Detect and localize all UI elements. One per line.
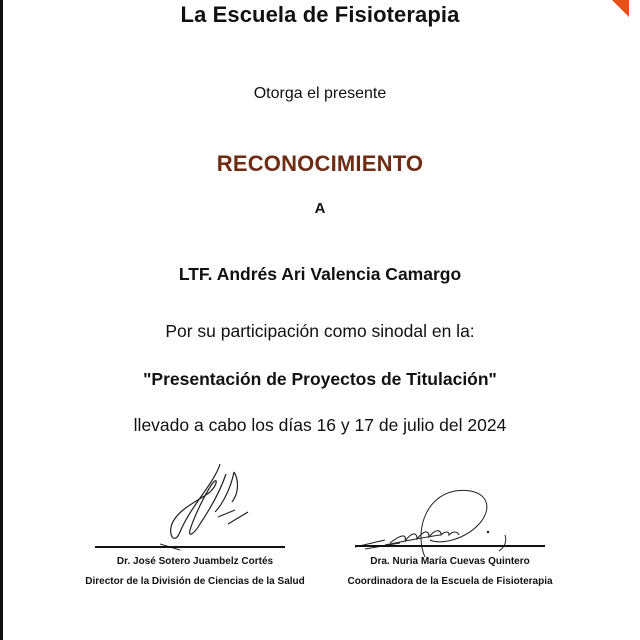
signatory-right-name: Dra. Nuria María Cuevas Quintero [370,556,530,567]
signatory-left-name: Dr. José Sotero Juambelz Cortés [116,556,274,567]
event-name: "Presentación de Proyectos de Titulación" [143,369,497,389]
signature-left-icon [160,462,270,552]
grants-text: Otorga el presente [253,85,387,102]
signatory-left [60,548,330,598]
signatory-left-role: Director de la División de Ciencias de la Salud [85,576,305,587]
signatory-right-role: Coordinadora de la Escuela de Fisioterapia [347,576,553,587]
to-label: A [314,200,326,217]
signature-line-right [355,545,545,547]
reason-text: Por su participación como sinodal en la: [165,321,475,341]
signatory-right [330,548,570,598]
recipient-name: LTF. Andrés Ari Valencia Camargo [178,264,462,284]
certificate-title: RECONOCIMIENTO [216,151,424,176]
institution-heading: La Escuela de Fisioterapia [180,2,460,27]
event-dates: llevado a cabo los días 16 y 17 de julio del 2024 [133,415,507,435]
